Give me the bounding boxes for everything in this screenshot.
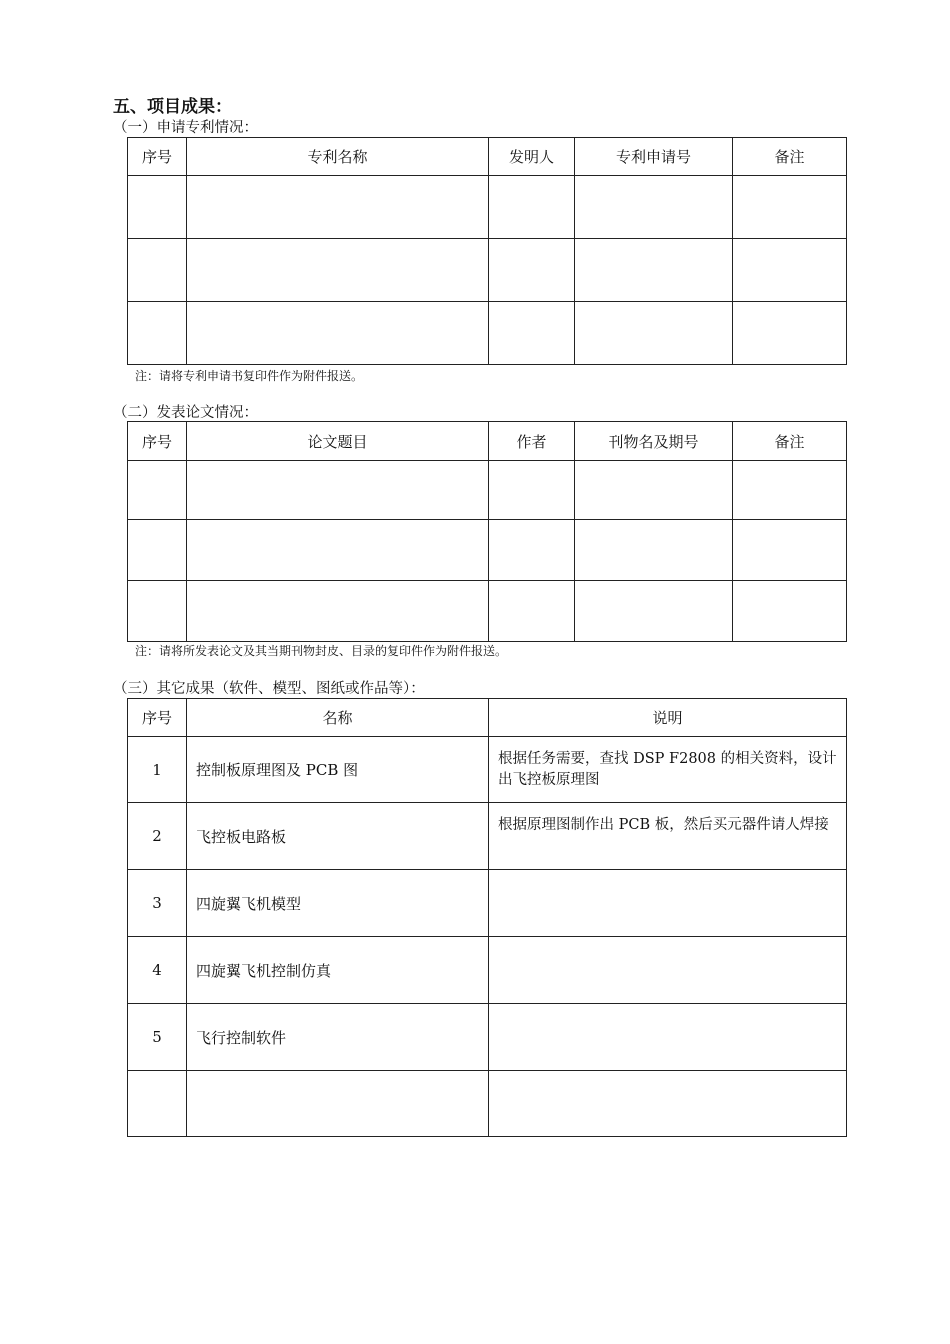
table-cell — [733, 239, 847, 302]
col-header-remark: 备注 — [733, 422, 847, 461]
achievement-description — [489, 937, 847, 1004]
table-row — [128, 581, 847, 642]
table-cell — [733, 520, 847, 581]
table-cell — [575, 520, 733, 581]
achievement-description: 根据任务需要，查找 DSP F2808 的相关资料，设计出飞控板原理图 — [489, 737, 847, 803]
achievement-name — [187, 1071, 489, 1137]
table-cell — [575, 239, 733, 302]
row-number: 3 — [128, 870, 187, 937]
table-cell — [575, 176, 733, 239]
table-cell — [489, 581, 575, 642]
col-header-name: 名称 — [187, 699, 489, 737]
others-header-row — [128, 699, 847, 737]
table-cell — [187, 461, 489, 520]
achievement-description — [489, 1071, 847, 1137]
table-cell — [489, 461, 575, 520]
table-cell — [128, 581, 187, 642]
achievement-name: 飞控板电路板 — [187, 803, 489, 870]
table-row — [128, 870, 847, 937]
row-number: 1 — [128, 737, 187, 803]
table-cell — [128, 302, 187, 365]
table-cell — [489, 239, 575, 302]
table-row — [128, 302, 847, 365]
col-header-author: 作者 — [489, 422, 575, 461]
row-number: 2 — [128, 803, 187, 870]
col-header-inventor: 发明人 — [489, 138, 575, 176]
row-number: 4 — [128, 937, 187, 1004]
table-row — [128, 937, 847, 1004]
papers-header-row — [128, 422, 847, 461]
papers-table — [127, 421, 847, 642]
table-cell — [187, 302, 489, 365]
table-row — [128, 803, 847, 870]
achievement-name: 飞行控制软件 — [187, 1004, 489, 1071]
papers-note: 注：请将所发表论文及其当期刊物封皮、目录的复印件作为附件报送。 — [135, 644, 508, 658]
col-header-application-no: 专利申请号 — [575, 138, 733, 176]
table-cell — [733, 176, 847, 239]
col-header-description: 说明 — [489, 699, 847, 737]
table-cell — [575, 581, 733, 642]
achievement-name: 四旋翼飞机模型 — [187, 870, 489, 937]
patents-table — [127, 137, 847, 365]
col-header-journal-issue: 刊物名及期号 — [575, 422, 733, 461]
table-cell — [187, 176, 489, 239]
col-header-no: 序号 — [128, 422, 187, 461]
table-row — [128, 1004, 847, 1071]
table-cell — [128, 176, 187, 239]
table-row — [128, 520, 847, 581]
section-heading: 五、项目成果： — [113, 97, 232, 117]
table-cell — [733, 302, 847, 365]
achievement-name: 四旋翼飞机控制仿真 — [187, 937, 489, 1004]
achievement-name: 控制板原理图及 PCB 图 — [187, 737, 489, 803]
table-row — [128, 737, 847, 803]
table-cell — [187, 581, 489, 642]
table-cell — [128, 520, 187, 581]
patents-header-row — [128, 138, 847, 176]
col-header-remark: 备注 — [733, 138, 847, 176]
table-cell — [733, 581, 847, 642]
others-caption: （三）其它成果（软件、模型、图纸或作品等）： — [113, 681, 425, 697]
table-cell — [489, 520, 575, 581]
achievement-description — [489, 870, 847, 937]
col-header-no: 序号 — [128, 699, 187, 737]
col-header-paper-title: 论文题目 — [187, 422, 489, 461]
table-cell — [187, 520, 489, 581]
table-cell — [575, 461, 733, 520]
table-cell — [575, 302, 733, 365]
achievement-description — [489, 1004, 847, 1071]
table-row — [128, 461, 847, 520]
others-table — [127, 698, 847, 1137]
achievement-description: 根据原理图制作出 PCB 板，然后买元器件请人焊接 — [489, 803, 847, 870]
table-row — [128, 239, 847, 302]
table-cell — [733, 461, 847, 520]
table-cell — [128, 461, 187, 520]
table-cell — [187, 239, 489, 302]
col-header-no: 序号 — [128, 138, 187, 176]
col-header-patent-name: 专利名称 — [187, 138, 489, 176]
table-cell — [489, 176, 575, 239]
row-number — [128, 1071, 187, 1137]
patents-caption: （一）申请专利情况： — [113, 120, 258, 136]
table-cell — [489, 302, 575, 365]
patents-note: 注：请将专利申请书复印件作为附件报送。 — [135, 369, 364, 383]
table-row — [128, 1071, 847, 1137]
papers-caption: （二）发表论文情况： — [113, 405, 258, 421]
row-number: 5 — [128, 1004, 187, 1071]
table-cell — [128, 239, 187, 302]
table-row — [128, 176, 847, 239]
